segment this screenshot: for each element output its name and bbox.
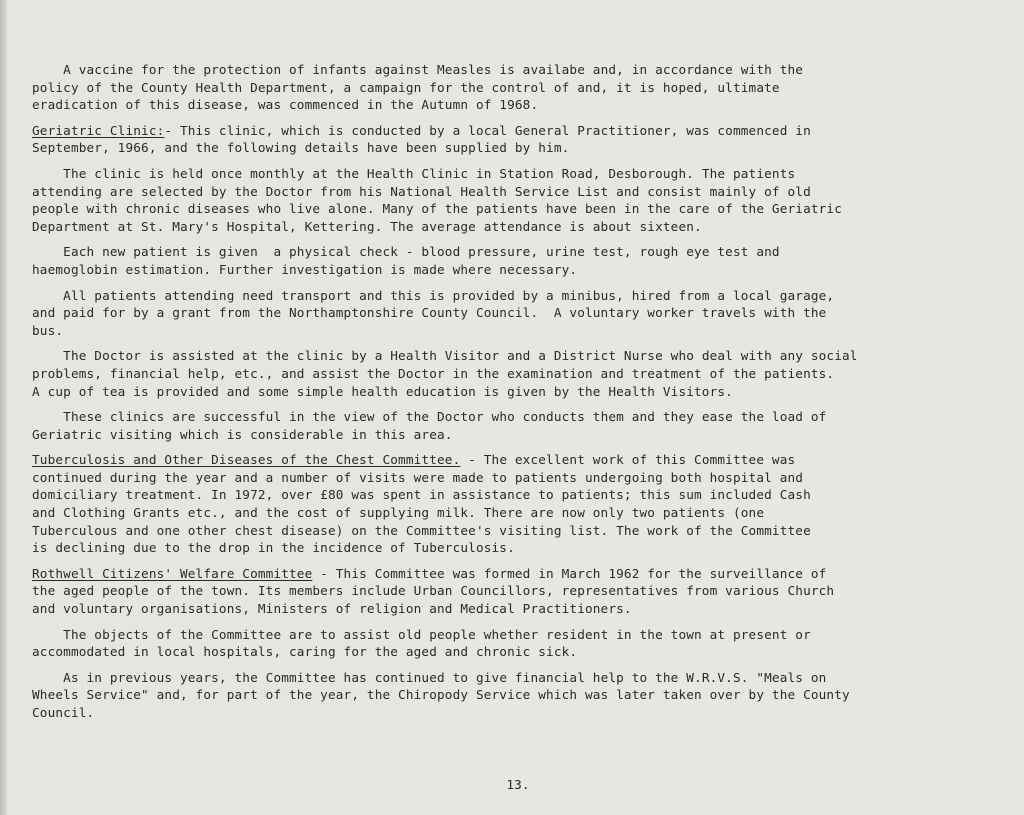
previous-years-paragraph: As in previous years, the Committee has continued to give financial help to the W.R.V.S. "Meals on Wheels Service" and, for part of the year, the Chiropody Service which was later taken over by the County Council. — [32, 669, 850, 720]
new-patient-paragraph: Each new patient is given a physical check - blood pressure, urine test, rough eye test and haemoglobin estimation. Further investigation is made where necessary. — [32, 244, 780, 277]
page-number: 13. — [506, 777, 530, 792]
transport-paragraph: All patients attending need transport and this is provided by a minibus, hired from a local garage, and paid for by a grant from the Northamptonshire County Council. A voluntary worker travels with the bus. — [32, 287, 835, 338]
clinics-successful-paragraph: These clinics are successful in the view of the Doctor who conducts them and they ease the load of Geriatric visiting which is considerable in this area. — [32, 409, 827, 442]
committee-objects-paragraph: The objects of the Committee are to assist old people whether resident in the town at present or accommodated in local hospitals, caring for the aged and chronic sick. — [32, 626, 811, 660]
doctor-assisted-paragraph: The Doctor is assisted at the clinic by a Health Visitor and a District Nurse who deal with any social problems, financial help, etc., and assist the Doctor in the examination and treatment of the patients. A cup of tea is provided and some simple health education is given by the Health Visitors. — [32, 348, 858, 399]
page-binding-edge — [0, 0, 7, 815]
tuberculosis-committee-heading: Tuberculosis and Other Diseases of the Chest Committee. — [32, 452, 461, 468]
document-body — [32, 61, 992, 730]
geriatric-clinic-paragraph — [32, 122, 992, 157]
geriatric-clinic-intro: - This clinic, which is conducted by a local General Practitioner, was commenced in September, 1966, and the following details have been supplied by him. — [32, 122, 811, 156]
measles-paragraph: A vaccine for the protection of infants against Measles is availabe and, in accordance with the policy of the County Health Department, a campaign for the control of and, it is hoped, ultimate eradication of this disease, was commenced in the Autumn of 1968. — [32, 62, 804, 113]
tuberculosis-committee-body: - The excellent work of this Committee was continued during the year and a number of visits were made to patients undergoing both hospital and domiciliary treatment. In 1972, over £80 was spent in assistance to patients; this sum included Cash and Clothing Grants etc., and the cost of supplying milk. There are now only two patients (one Tuberculous and one other chest disease) on the Committee's visiting list. The work of the Committee is declining due to the drop in the incidence of Tuberculosis. — [32, 452, 811, 556]
rothwell-committee-body: - This Committee was formed in March 1962 for the surveillance of the aged people of the town. Its members include Urban Councillors, representatives from various Church and voluntary organisations, Ministers of religion and Medical Practitioners. — [32, 565, 835, 617]
tuberculosis-committee-paragraph — [32, 451, 992, 557]
clinic-held-paragraph: The clinic is held once monthly at the Health Clinic in Station Road, Desborough. The patients attending are selected by the Doctor from his National Health Service List and consist mainly of old people with chronic diseases who live alone. Many of the patients have been in the care of the Geriatric Department at St. Mary's Hospital, Kettering. The average attendance is about sixteen. — [32, 165, 843, 234]
rothwell-committee-paragraph — [32, 565, 992, 618]
rothwell-committee-heading: Rothwell Citizens' Welfare Committee — [32, 565, 313, 581]
geriatric-clinic-heading: Geriatric Clinic: — [32, 122, 165, 138]
